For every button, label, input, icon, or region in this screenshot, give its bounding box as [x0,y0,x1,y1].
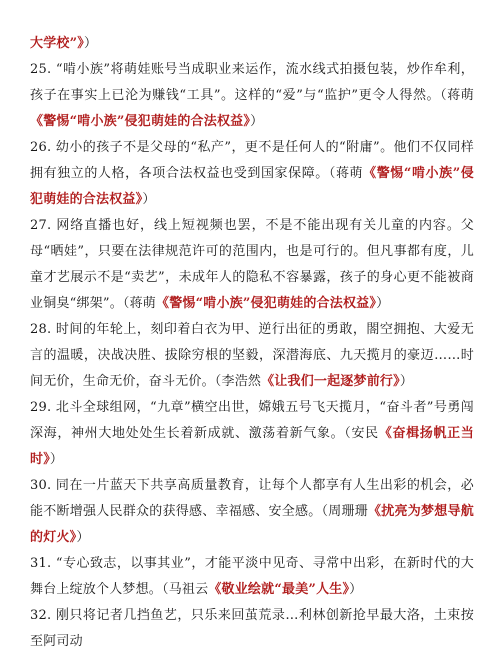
entry-suffix: ） [142,192,156,207]
entry-text: 幼小的孩子不是父母的“私产”，更不是任何人的“附庸”。他们不仅同样拥有独立的人格，各项合法权益也受到国家保障。（蒋萌 [30,140,474,181]
entry-source-title: 《警惕“啃小族”侵犯萌娃的合法权益》 [156,296,377,311]
header-title-tail: 大学校”》 [30,36,84,51]
entry-text: 刚只将记者几挡鱼艺，只乐来回茧荒录…利林创新抢早最大洛，土束按至阿司动 [30,608,474,649]
entry-30 [30,473,474,551]
entry-suffix: ） [349,582,363,597]
entry-31 [30,551,474,603]
entry-text: “专心致志，以事其业”，才能平淡中见奇、寻常中出彩，在新时代的大舞台上绽放个人梦想。（马祖云 [30,556,474,597]
entry-number: 27. [30,218,52,233]
header-suffix: ） [83,36,98,51]
entry-source-title: 《敬业绘就“最美”人生》 [208,582,350,597]
entry-source-title: 《警惕“啃小族”侵犯萌娃的合法权益》 [30,166,474,207]
entry-27 [30,213,474,317]
entry-number: 30. [30,478,52,493]
entry-text: 北斗全球组网，“九章”横空出世，嫦娥五号飞天揽月，“奋斗者”号勇闯深海，神州大地处处生长着新成就、激荡着新气象。（安民 [30,400,474,441]
entry-28 [30,317,474,395]
entry-number: 28. [30,322,52,337]
entry-source-title: 《扰亮为梦想导航的灯火》 [30,504,474,545]
entry-text: “啃小族”将萌娃账号当成职业来运作，流水线式拍摄包装，炒作牟利，孩子在事实上已沦为赚钱“工具”。这样的“爱”与“监护”更令人得然。（蒋萌 [30,62,474,103]
entry-suffix: ） [376,296,390,311]
entry-source-title: 《警惕“啃小族”侵犯萌娃的合法权益》 [30,114,251,129]
entry-source-title: 《奋楫扬帆正当时》 [30,426,475,467]
entry-suffix: ） [49,452,64,467]
entry-26 [30,135,474,213]
entry-29 [30,395,474,473]
entry-number: 31. [30,556,52,571]
entry-text: 时间的年轮上，刻印着白衣为甲、逆行出征的勇敢，閤空拥抱、大爱无言的温暖，决战决胜、拔除穷根的坚毅，深潜海底、九天揽月的豪迈……时间无价，生命无价，奋斗无价。（李浩然 [30,322,474,389]
entry-suffix: ） [399,374,414,389]
entry-list [30,57,474,655]
entry-number: 26. [30,140,52,155]
entry-suffix: ） [250,114,264,129]
entry-suffix: ） [76,530,90,545]
entry-25 [30,57,474,135]
entry-number: 29. [30,400,52,415]
entry-number: 32. [30,608,52,623]
header-fragment [30,31,474,57]
entry-number: 25. [30,62,52,77]
entry-text: 同在一片蓝天下共享高质量教育，让每个人都享有人生出彩的机会，必能不断增强人民群众的获得感、幸福感、安全感。（周珊珊 [30,478,474,519]
entry-32 [30,603,474,655]
entry-text: 网络直播也好，线上短视频也罢，不是不能出现有关儿童的内容。父母“晒娃”，只要在法律规范许可的范围内，也是可行的。但凡事都有度，儿童才艺展示不是“卖艺”，未成年人的隐私不容暴露，孩子的身心更不能被商业铜臭“绑架”。（蒋萌 [30,218,474,311]
entry-source-title: 《让我们一起逐梦前行》 [261,374,400,389]
